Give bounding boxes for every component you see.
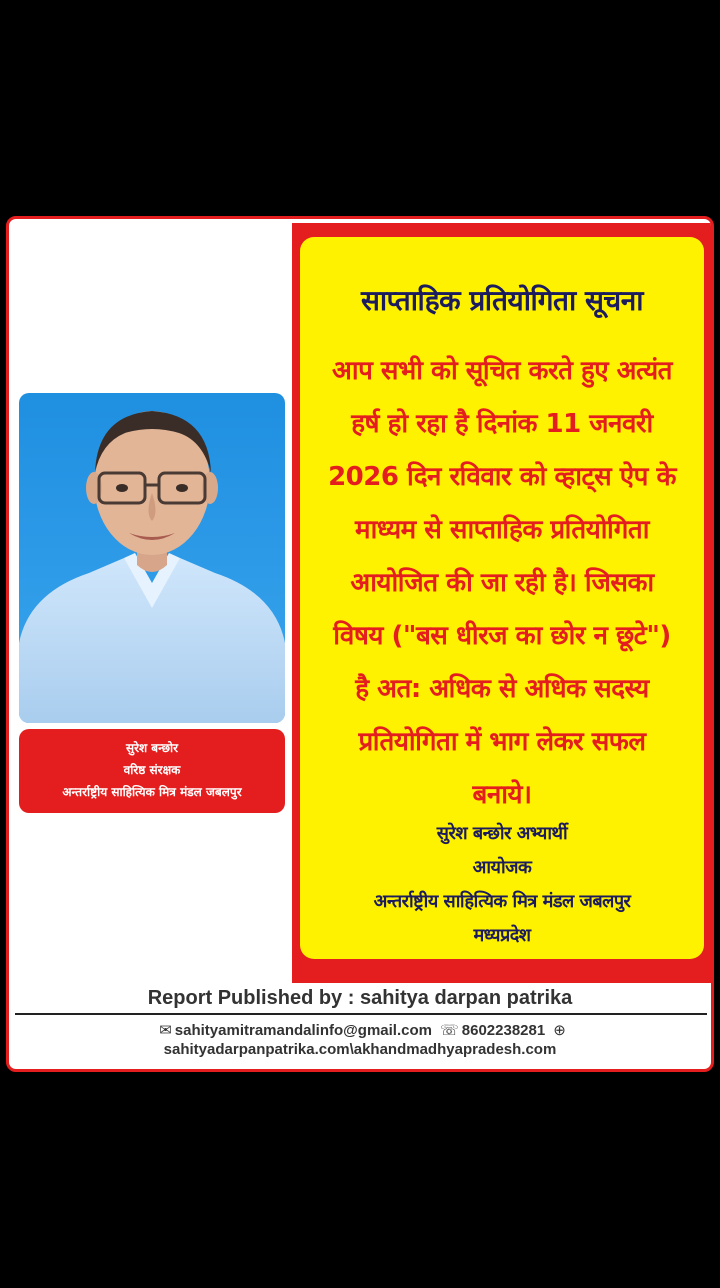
caption-name: सुरेश बन्छोर [125,741,179,755]
organizer-state: मध्यप्रदेश [473,925,531,946]
notice-line: प्रतियोगिता में भाग लेकर सफल [358,727,646,757]
notice-line: 2026 दिन रविवार को व्हाट्स ऐप के [328,462,676,492]
caption-organization: अन्तर्राष्ट्रीय साहित्यिक मित्र मंडल जबलपुर [62,785,242,799]
notice-line: विषय ("बस धीरज का छोर न छूटे") [333,621,671,651]
notice-line: है अत: अधिक से अधिक सदस्य [355,674,649,704]
contact-email[interactable]: sahityamitramandalinfo@gmail.com [174,1022,432,1039]
notice-line: आयोजित की जा रही है। जिसका [350,568,654,598]
contact-line [9,1021,711,1039]
portrait-photo [19,393,285,723]
envelope-icon: ✉ [159,1022,172,1039]
phone-icon: ☏ [440,1022,459,1039]
notice-card [300,237,704,959]
photo-caption [19,729,285,813]
contact-phone[interactable]: 8602238281 [461,1022,546,1039]
published-by-line: Report Published by : sahitya darpan patrika [147,987,573,1009]
organizer-organization: अन्तर्राष्ट्रीय साहित्यिक मित्र मंडल जबलपुर [373,891,631,912]
globe-icon: ⊕ [553,1022,566,1039]
organizer-block [300,817,704,953]
organizer-role: आयोजक [472,857,532,878]
poster-card [6,216,714,1072]
notice-line: हर्ष हो रहा है दिनांक 11 जनवरी [351,409,653,439]
organizer-name: सुरेश बन्छोर अभ्यार्थी [436,823,568,844]
website-line[interactable]: sahityadarpanpatrika.com\akhandmadhyapradesh.com [163,1041,557,1058]
notice-body [314,345,690,822]
footer-divider [15,1013,707,1015]
notice-title: साप्ताहिक प्रतियोगिता सूचना [360,284,643,317]
notice-line: बनाये। [472,780,532,810]
notice-line: आप सभी को सूचित करते हुए अत्यंत [332,356,672,386]
notice-line: माध्यम से साप्ताहिक प्रतियोगिता [355,515,649,545]
caption-role: वरिष्ठ संरक्षक [123,763,181,777]
